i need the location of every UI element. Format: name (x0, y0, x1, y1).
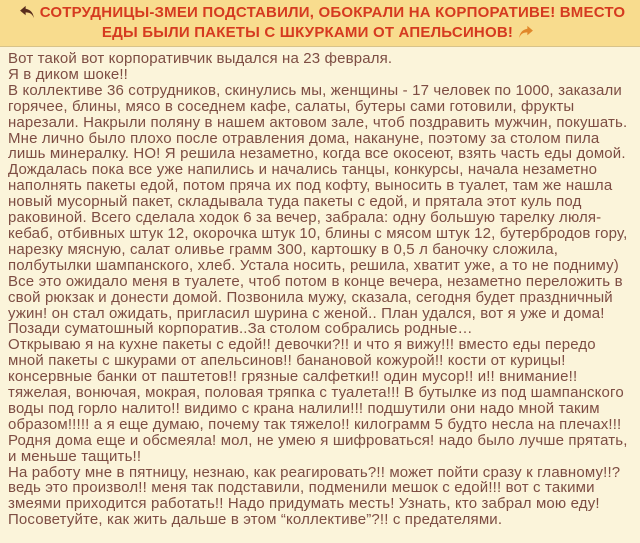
reply-arrow-icon[interactable] (20, 4, 35, 23)
post-paragraph: В коллективе 36 сотрудников, скинулись мы, женщины - 17 человек по 1000, заказали горячее, блины, мясо в соседнем кафе, салаты, бутеры сами готовили, фрукты нарезали. Накрыли поляну в нашем актовом зале, чтоб поздравить мужчин, покушать. Мне лично было плохо после отравления дома, накануне, поэтому за столом пила лишь минералку. НО! Я решила незаметно, когда все окосеют, взять часть еды домой. Дождалась пока все уже напились и начались танцы, конкурсы, начала незаметно наполнять пакеты едой, потом пряча их под кофту, выносить в туалет, там же нашла новый мусорный пакет, складывала туда пакеты с едой, и прятала этот куль под раковиной. Всего сделала ходок 6 за вечер, забрала: одну большую тарелку люля-кебаб, отбивных штук 12, окорочка штук 10, блины с мясом штук 12, бутербродов гору, нарезку мясную, салат оливье грамм 300, картошку в 0,5 л баночку сложила, полбутылки шампанского, хлеб. Устала носить, решила, хватит уже, а то не подниму) Все это ожидало меня в туалете, чтоб потом в конце вечера, незаметно переложить в свой рюкзак и донести домой. Позвонила мужу, сказала, сегодня будет праздничный ужин! он стал ожидать, пригласил шурина с женой.. План удался, вот я уже и дома! Позади суматошный корпоратив..За столом собрались родные… (8, 81, 628, 338)
post-paragraph: Открываю я на кухне пакеты с едой!! девочки?!! и что я вижу!!! вместо еды передо мной пакеты с шкурами от апельсинов!! банановой кожурой!! кости от курицы! консервные банки от паштетов!! грязные салфетки!! один мусор!! и!! внимание!! тяжелая, вонючая, мокрая, половая тряпка с туалета!!! В бутылке из под шампанского воды под горло налито!! видимо с крана налили!!! подшутили они надо мной таким образом!!!!! а я еще думаю, почему так тяжело!! килограмм 5 будто несла на плечах!!! Родня дома еще и обсмеяла! мол, не умею я шифроваться! надо было лучше прятать, и меньше тащить!! (8, 336, 628, 465)
post-paragraph: На работу мне в пятницу, незнаю, как реагировать?!! может пойти сразу к главному!!? ведь это произвол!! меня так подставили, подменили мешок с едой!!! вот с такими змеями приходится работать!! Надо придумать месть! Узнать, кто забрал мою еду! Посоветуйте, как жить дальше в этом “коллективе”?!! с предателями. (8, 463, 621, 529)
post-title: СОТРУДНИЦЫ-ЗМЕИ ПОДСТАВИЛИ, ОБОКРАЛИ НА КОРПОРАТИВЕ! ВМЕСТО ЕДЫ БЫЛИ ПАКЕТЫ С ШКУРКАМИ ОТ АПЕЛЬСИНОВ! (39, 4, 626, 41)
post-paragraph: Вот такой вот корпоративчик выдался на 23 февраля. (8, 50, 393, 67)
forward-arrow-icon[interactable] (518, 24, 533, 43)
post-body (0, 47, 640, 528)
post-paragraph: Я в диком шоке!! (8, 65, 129, 83)
post-header (0, 0, 640, 47)
